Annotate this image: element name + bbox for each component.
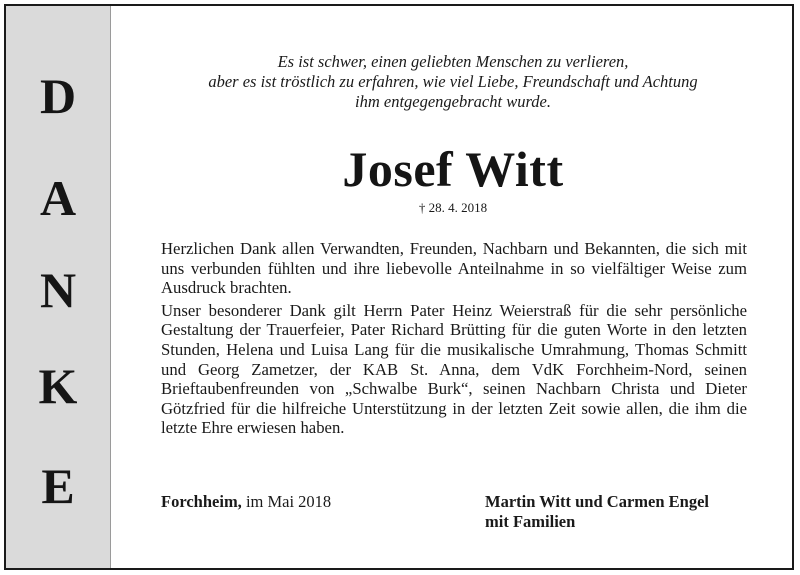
thanks-text [161, 239, 747, 441]
thanks-paragraph: Unser besonderer Dank gilt Herrn Pater Heinz Weierstraß für die sehr persönliche Gestaltung der Trauerfeier, Pater Richard Brütting für die guten Worte in den letzten Stunden, Helena und Luisa Lang für die musikalische Umrahmung, Thomas Schmitt und Georg Zametzer, der KAB St. Anna, dem VdK Forchheim-Nord, seinen Brieftaubenfreunden von „Schwalbe Burk“, seinen Nachbarn Christa und Dieter Götzfried für die hilfreiche Unterstützung in der letzten Zeit sowie allen, die ihm die letzte Ehre erwiesen haben. [161, 300, 747, 438]
obituary-notice [4, 4, 794, 570]
signers [485, 492, 709, 532]
thanks-paragraph: Herzlichen Dank allen Verwandten, Freunden, Nachbarn und Bekannten, die sich mit uns verbunden fühlten und ihre liebevolle Anteilnahme in so vielfältiger Weise zum Ausdruck brachten. [161, 239, 747, 298]
sidebar-letter: E [41, 458, 75, 514]
date: im Mai 2018 [241, 492, 332, 511]
signers-line: mit Familien [485, 512, 576, 531]
danke-sidebar [6, 6, 111, 568]
death-date: † 28. 4. 2018 [418, 200, 488, 215]
sidebar-letter: K [38, 358, 78, 414]
motto-line: aber es ist tröstlich zu erfahren, wie viel Liebe, Freundschaft und Achtung [208, 72, 698, 91]
place: Forchheim, [161, 492, 242, 511]
motto-line: Es ist schwer, einen geliebten Menschen zu verlieren, [277, 52, 629, 71]
motto-line: ihm entgegengebracht wurde. [355, 92, 551, 111]
deceased-name: Josef Witt [342, 141, 564, 197]
sidebar-letter: A [39, 170, 77, 226]
motto-quote [114, 52, 792, 112]
sidebar-letter: N [39, 262, 77, 318]
place-date [161, 492, 331, 512]
signers-line: Martin Witt und Carmen Engel [485, 492, 709, 511]
sidebar-letter: D [39, 68, 77, 124]
